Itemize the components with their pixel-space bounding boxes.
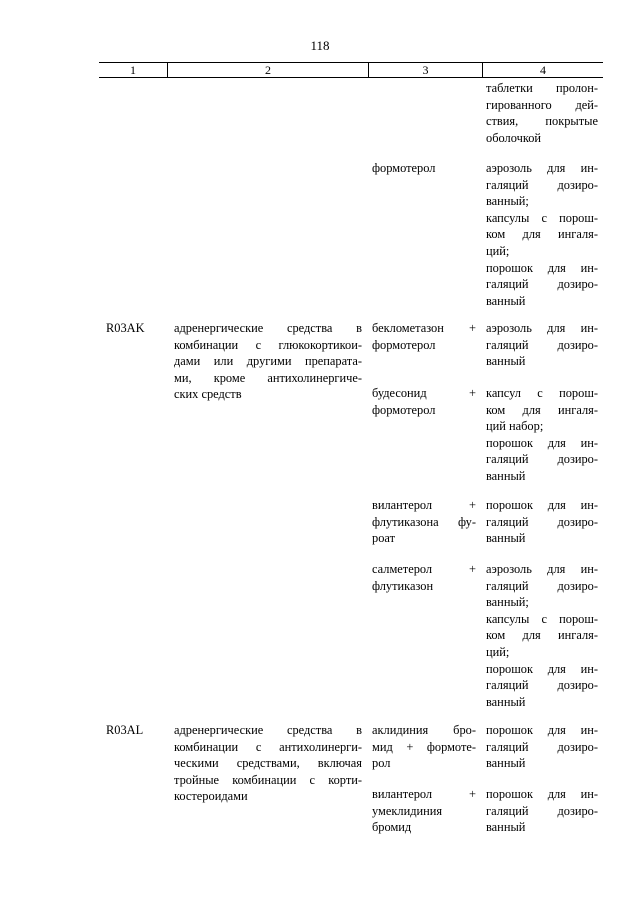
cell-line: флутиказона фу-: [372, 514, 476, 529]
cell-line: комбинации с глюкокортикои-: [174, 337, 362, 352]
cell-line: галяций дозиро-: [486, 514, 598, 529]
dosage-form-cell: [486, 786, 598, 836]
cell-line: капсулы с порош-: [486, 210, 598, 225]
atc-code-cell: [106, 320, 166, 337]
drug-name-cell: [372, 722, 476, 772]
cell-line: аклидиния бро-: [372, 723, 476, 737]
cell-line: ванный: [486, 820, 526, 835]
cell-line: рол: [372, 756, 391, 771]
cell-line: таблетки пролон-: [486, 81, 598, 95]
cell-line: R03AK: [106, 321, 145, 335]
cell-line: комбинации с антихолинерги-: [174, 739, 362, 754]
cell-line: аэрозоль для ин-: [486, 321, 598, 335]
cell-line: порошок для ин-: [486, 498, 598, 512]
drug-name-cell: [372, 160, 476, 177]
cell-line: салметерол +: [372, 562, 476, 576]
cell-line: галяций дозиро-: [486, 277, 598, 292]
group-description-cell: [174, 320, 362, 403]
cell-line: мид + формоте-: [372, 739, 476, 754]
cell-line: галяций дозиро-: [486, 739, 598, 754]
cell-line: ком для ингаля-: [486, 628, 598, 643]
cell-line: оболочкой: [486, 130, 542, 145]
cell-line: формотерол: [372, 161, 436, 175]
cell-line: адренергические средства в: [174, 321, 362, 335]
drug-name-cell: [372, 497, 476, 547]
cell-line: роат: [372, 531, 395, 546]
dosage-form-cell: [486, 385, 598, 485]
cell-line: ванный;: [486, 595, 529, 610]
cell-line: будесонид +: [372, 386, 476, 400]
cell-line: ских средств: [174, 387, 242, 402]
group-description-cell: [174, 722, 362, 805]
dosage-form-cell: [486, 497, 598, 547]
cell-line: аэрозоль для ин-: [486, 161, 598, 175]
drug-name-cell: [372, 320, 476, 353]
cell-line: флутиказон: [372, 578, 434, 593]
dosage-form-cell: [486, 722, 598, 772]
drug-name-cell: [372, 385, 476, 418]
dosage-form-cell: [486, 160, 598, 309]
cell-line: бромид: [372, 820, 412, 835]
column-header-4: 4: [540, 63, 546, 77]
cell-line: ванный: [486, 468, 526, 483]
column-header-2: 2: [265, 63, 271, 77]
cell-line: ванный: [486, 531, 526, 546]
dosage-form-cell: [486, 320, 598, 370]
cell-line: галяций дозиро-: [486, 177, 598, 192]
cell-line: галяций дозиро-: [486, 678, 598, 693]
cell-line: костероидами: [174, 789, 248, 804]
cell-line: галяций дозиро-: [486, 337, 598, 352]
cell-line: умеклидиния: [372, 803, 443, 818]
cell-line: дами или другими препарата-: [174, 354, 362, 369]
cell-line: вилантерол +: [372, 787, 476, 801]
column-header-3: 3: [422, 63, 429, 77]
cell-line: ванный: [486, 293, 526, 308]
cell-line: тройные комбинации с корти-: [174, 772, 362, 787]
cell-line: ций набор;: [486, 419, 544, 434]
cell-line: ческими средствами, включая: [174, 756, 362, 771]
cell-line: галяций дозиро-: [486, 578, 598, 593]
cell-line: ствия, покрытые: [486, 114, 598, 129]
cell-line: адренергические средства в: [174, 723, 362, 737]
column-header-1: 1: [130, 63, 136, 77]
cell-line: ком для ингаля-: [486, 227, 598, 242]
cell-line: формотерол: [372, 402, 436, 417]
cell-line: R03AL: [106, 723, 144, 737]
cell-line: ванный: [486, 694, 526, 709]
cell-line: порошок для ин-: [486, 723, 598, 737]
cell-line: порошок для ин-: [486, 435, 598, 450]
cell-line: порошок для ин-: [486, 661, 598, 676]
cell-line: галяций дозиро-: [486, 452, 598, 467]
cell-line: ванный: [486, 756, 526, 771]
cell-line: ций;: [486, 243, 510, 258]
cell-line: ком для ингаля-: [486, 402, 598, 417]
cell-line: формотерол: [372, 337, 436, 352]
cell-line: капсулы с порош-: [486, 611, 598, 626]
cell-line: ванный;: [486, 194, 529, 209]
cell-line: капсул с порош-: [486, 386, 598, 400]
cell-line: галяций дозиро-: [486, 803, 598, 818]
cell-line: гированного дей-: [486, 97, 598, 112]
drug-name-cell: [372, 561, 476, 594]
cell-line: беклометазон +: [372, 321, 476, 335]
cell-line: ций;: [486, 644, 510, 659]
atc-code-cell: [106, 722, 166, 739]
dosage-form-cell: [486, 561, 598, 710]
cell-line: порошок для ин-: [486, 260, 598, 275]
dosage-form-cell: [486, 80, 598, 146]
page-number: 118: [310, 38, 330, 53]
cell-line: ми, кроме антихолинергиче-: [174, 370, 362, 385]
table-header: [99, 62, 603, 78]
cell-line: порошок для ин-: [486, 787, 598, 801]
cell-line: вилантерол +: [372, 498, 476, 512]
drug-name-cell: [372, 786, 476, 836]
cell-line: ванный: [486, 354, 526, 369]
cell-line: аэрозоль для ин-: [486, 562, 598, 576]
